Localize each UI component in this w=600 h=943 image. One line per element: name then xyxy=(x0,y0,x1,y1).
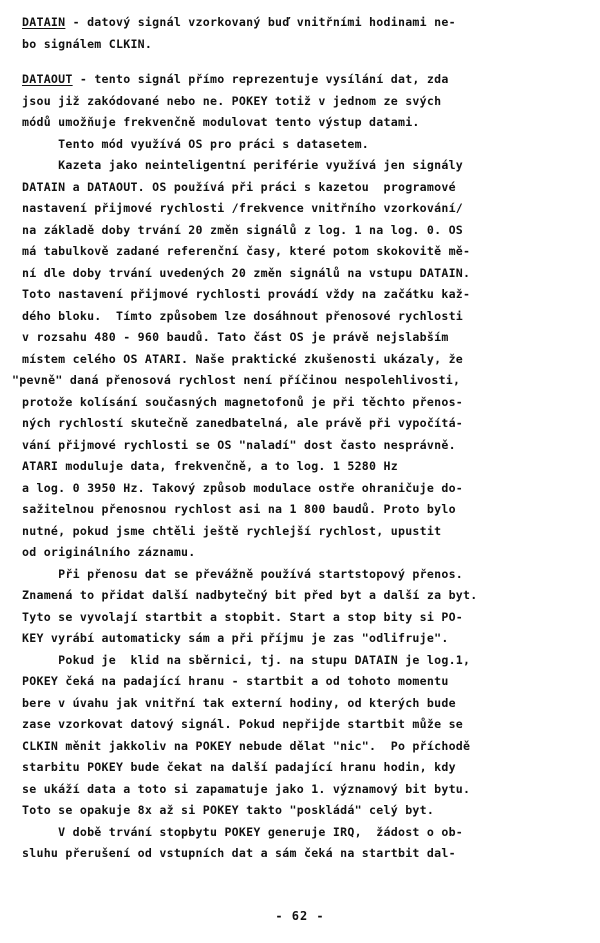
line-text: Znamená to přidat další nadbytečný bit před byt a další za byt. xyxy=(22,588,478,602)
line-text: CLKIN měnit jakkoliv na POKEY nebude dělat "nic". Po příchodě xyxy=(22,739,471,753)
text-line xyxy=(0,34,600,54)
text-line xyxy=(0,134,600,154)
line-text: místem celého OS ATARI. Naše praktické zkušenosti ukázaly, že xyxy=(22,352,464,366)
text-line xyxy=(0,607,600,627)
line-text: ATARI moduluje data, frekvenčně, a to log. 1 5280 Hz xyxy=(22,459,398,473)
text-line xyxy=(0,499,600,519)
text-line xyxy=(0,736,600,756)
text-line xyxy=(0,650,600,670)
text-line xyxy=(0,456,600,476)
line-text: ných rychlostí skutečně zanedbatelná, ale právě při vypočítá- xyxy=(22,416,464,430)
line-text: bere v úvahu jak vnitřní tak externí hodiny, od kterých bude xyxy=(22,696,456,710)
line-text: jsou již zakódované nebo ne. POKEY totiž v jednom ze svých xyxy=(22,94,442,108)
text-line xyxy=(0,714,600,734)
line-text: starbitu POKEY bude čekat na další padající hranu hodin, kdy xyxy=(22,760,456,774)
line-text: bo signálem CLKIN. xyxy=(22,37,153,51)
text-line xyxy=(0,12,600,32)
text-line xyxy=(0,542,600,562)
line-text: dého bloku. Tímto způsobem lze dosáhnout přenosové rychlosti xyxy=(22,309,464,323)
text-line xyxy=(0,327,600,347)
text-line xyxy=(0,628,600,648)
line-text: ní dle doby trvání uvedených 20 změn signálů na vstupu DATAIN. xyxy=(22,266,471,280)
text-line xyxy=(0,564,600,584)
line-text: sluhu přerušení od vstupních dat a sám čeká na startbit dal- xyxy=(22,846,456,860)
line-text: zase vzorkovat datový signál. Pokud nepřijde startbit může se xyxy=(22,717,464,731)
line-text: v rozsahu 480 - 960 baudů. Tato část OS je právě nejslabším xyxy=(22,330,449,344)
line-text: Při přenosu dat se převážně používá startstopový přenos. xyxy=(22,567,464,581)
line-text: Kazeta jako neinteligentní periférie využívá jen signály xyxy=(22,158,464,172)
text-line xyxy=(0,220,600,240)
page-number: - 62 - xyxy=(275,909,325,923)
text-line xyxy=(0,521,600,541)
text-line xyxy=(0,800,600,820)
term-label: DATAIN xyxy=(22,15,66,29)
text-line xyxy=(0,155,600,175)
text-line xyxy=(0,822,600,842)
line-text: má tabulkově zadané referenční časy, které potom skokovitě mě- xyxy=(22,244,471,258)
text-line xyxy=(0,284,600,304)
line-text: nutné, pokud jsme chtěli ještě rychlejší rychlost, upustit xyxy=(22,524,442,538)
text-line xyxy=(0,112,600,132)
text-line xyxy=(0,263,600,283)
line-text: - datový signál vzorkovaný buď vnitřními hodinami ne- xyxy=(65,15,456,29)
line-text: - tento signál přímo reprezentuje vysílání dat, zda xyxy=(72,72,449,86)
line-text: a log. 0 3950 Hz. Takový způsob modulace ostře ohraničuje do- xyxy=(22,481,464,495)
text-line xyxy=(0,91,600,111)
text-line xyxy=(0,843,600,863)
line-text: protože kolísání současných magnetofonů je při těchto přenos- xyxy=(22,395,464,409)
line-text: Toto se opakuje 8x až si POKEY takto "poskládá" celý byt. xyxy=(22,803,435,817)
line-text: "pevně" daná přenosová rychlost není příčinou nespolehlivosti, xyxy=(12,373,461,387)
line-text: POKEY čeká na padající hranu - startbit a od tohoto momentu xyxy=(22,674,449,688)
text-line xyxy=(0,435,600,455)
text-line xyxy=(0,392,600,412)
line-text: KEY vyrábí automaticky sám a při příjmu je zas "odlifruje". xyxy=(22,631,449,645)
text-line xyxy=(0,757,600,777)
line-text: nastavení přijmové rychlosti /frekvence vnitřního vzorkování/ xyxy=(22,201,464,215)
text-line xyxy=(0,413,600,433)
text-line xyxy=(0,198,600,218)
text-line xyxy=(0,177,600,197)
text-line xyxy=(0,585,600,605)
line-text: od originálního záznamu. xyxy=(22,545,196,559)
line-text: módů umožňuje frekvenčně modulovat tento výstup datami. xyxy=(22,115,420,129)
line-text: sažitelnou přenosnou rychlost asi na 1 800 baudů. Proto bylo xyxy=(22,502,456,516)
term-label: DATAOUT xyxy=(22,72,73,86)
line-text: na základě doby trvání 20 změn signálů z log. 1 na log. 0. OS xyxy=(22,223,464,237)
text-line xyxy=(0,370,600,390)
text-line xyxy=(0,241,600,261)
text-line xyxy=(0,693,600,713)
text-line xyxy=(0,478,600,498)
line-text: DATAIN a DATAOUT. OS používá při práci s kazetou programové xyxy=(22,180,456,194)
line-text: se ukáží data a toto si zapamatuje jako 1. významový bit bytu. xyxy=(22,782,471,796)
text-line xyxy=(0,69,600,89)
line-text: Tyto se vyvolají startbit a stopbit. Start a stop bity si PO- xyxy=(22,610,464,624)
text-line xyxy=(0,779,600,799)
line-text: V době trvání stopbytu POKEY generuje IRQ, žádost o ob- xyxy=(22,825,464,839)
text-line xyxy=(0,349,600,369)
text-line xyxy=(0,306,600,326)
line-text: Pokud je klid na sběrnici, tj. na stupu DATAIN je log.1, xyxy=(22,653,471,667)
line-text: Toto nastavení přijmové rychlosti provádí vždy na začátku kaž- xyxy=(22,287,471,301)
line-text: Tento mód využívá OS pro práci s datasetem. xyxy=(22,137,370,151)
text-line xyxy=(0,671,600,691)
line-text: vání přijmové rychlosti se OS "naladí" dost často nesprávně. xyxy=(22,438,456,452)
